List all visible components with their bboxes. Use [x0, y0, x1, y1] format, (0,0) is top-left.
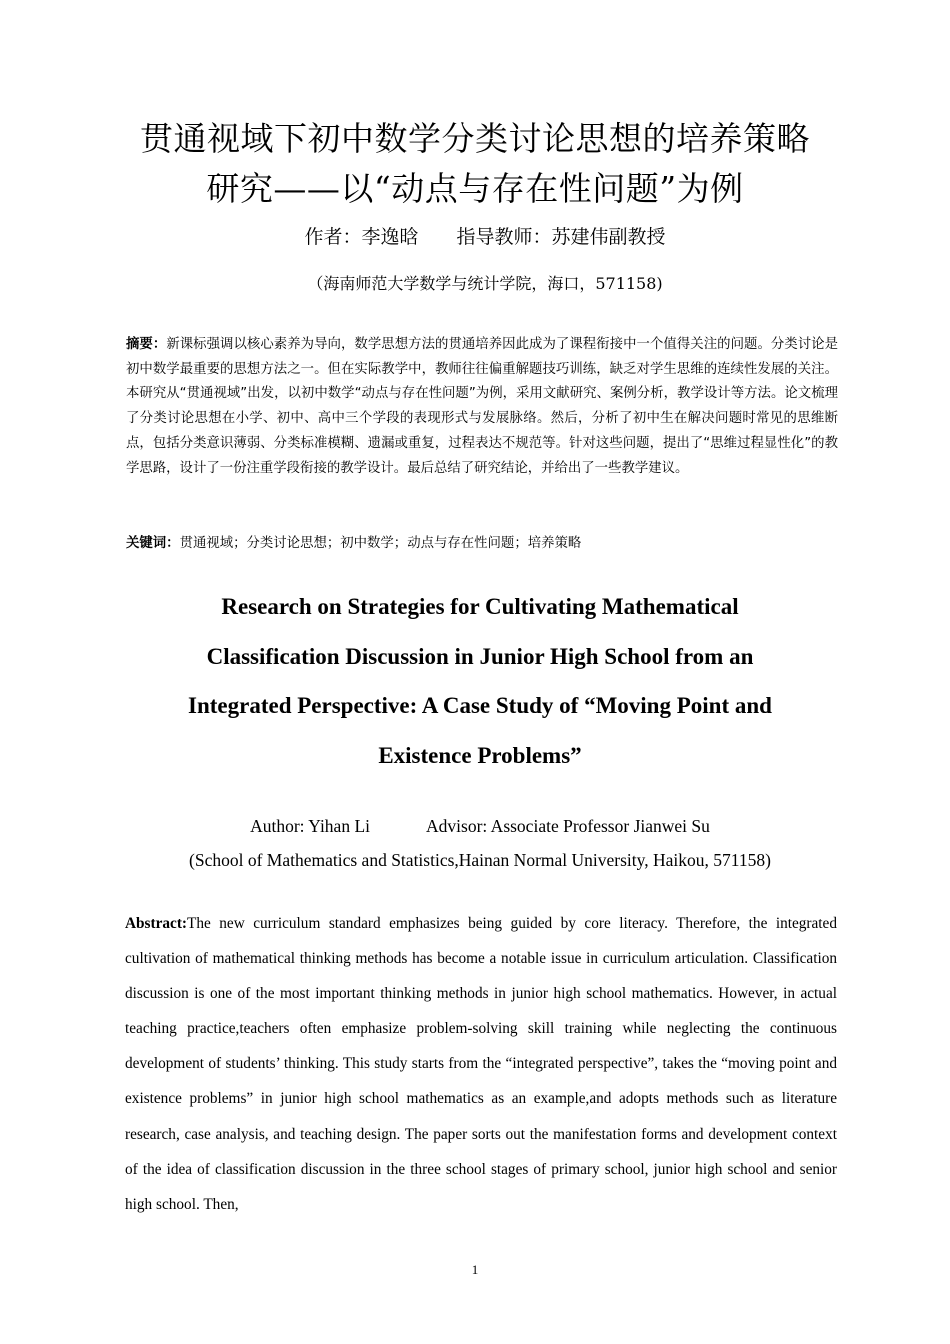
- english-title-line-2: Classification Discussion in Junior High School from an: [206, 643, 754, 669]
- chinese-title-line-1: 贯通视域下初中数学分类讨论思想的培养策略: [140, 119, 810, 158]
- english-author-line: [80, 813, 880, 839]
- english-title-line-1: Research on Strategies for Cultivating Mathematical: [221, 594, 739, 619]
- chinese-abstract-text: 新课标强调以核心素养为导向，数学思想方法的贯通培养因此成为了课程衔接中一个值得关注的问题。分类讨论是初中数学最重要的思想方法之一。但在实际教学中，教师往往偏重解题技巧训练，缺乏对学生思维的连续性发展的关注。本研究从“贯通视域”出发，以初中数学“动点与存在性问题”为例，采用文献研究、案例分析，教学设计等方法。论文梳理了分类讨论思想在小学、初中、高中三个学段的表现形式与发展脉络。然后，分析了初中生在解决问题时常见的思维断点，包括分类意识薄弱、分类标准模糊、遗漏或重复，过程表达不规范等。针对这些问题，提出了“思维过程显性化”的教学思路，设计了一份注重学段衔接的教学设计。最后总结了研究结论，并给出了一些教学建议。: [126, 337, 839, 476]
- chinese-author-line: [80, 222, 890, 252]
- english-abstract-label: Abstract:: [125, 915, 188, 932]
- english-author: Author: Yihan Li: [250, 816, 371, 836]
- chinese-abstract-label: 摘要：: [126, 337, 167, 352]
- english-title-line-4: Existence Problems”: [378, 742, 582, 768]
- chinese-affiliation: （海南师范大学数学与统计学院，海口，571158): [307, 274, 663, 293]
- page-number: 1: [471, 1262, 479, 1277]
- english-abstract: [125, 906, 837, 1222]
- chinese-advisor: 指导教师：苏建伟副教授: [456, 226, 666, 248]
- chinese-title: [80, 114, 870, 214]
- chinese-keywords-label: 关键词：: [126, 536, 180, 551]
- english-affiliation: (School of Mathematics and Statistics,Hainan Normal University, Haikou, 571158): [189, 850, 771, 870]
- chinese-author: 作者：李逸晗: [304, 226, 419, 248]
- chinese-keywords-text: 贯通视域；分类讨论思想；初中数学；动点与存在性问题；培养策略: [179, 536, 582, 551]
- chinese-keywords: [126, 532, 838, 556]
- chinese-title-line-2: 研究——以“动点与存在性问题”为例: [206, 169, 744, 208]
- english-title: [110, 582, 850, 780]
- english-title-line-3: Integrated Perspective: A Case Study of “Moving Point and: [188, 693, 772, 719]
- english-abstract-text: The new curriculum standard emphasizes being guided by core literacy. Therefore, the integrated cultivation of mathematical thinking methods has become a notable issue in curriculum articulation. Classification discussion is one of the most important thinking methods in junior high school mathematics. However, in actual teaching practice,teachers often emphasize problem-solving skill training while neglecting the continuous development of students’ thinking. This study starts from the “integrated perspective”, takes the “moving point and existence problems” in junior high school mathematics as an example,and adopts methods such as literature research, case analysis, and teaching design. The paper sorts out the manifestation forms and development context of the idea of classification discussion in the three school stages of primary school, junior high school and senior high school. Then,: [125, 915, 837, 1213]
- chinese-abstract: [126, 333, 838, 481]
- english-advisor: Advisor: Associate Professor Jianwei Su: [426, 816, 710, 836]
